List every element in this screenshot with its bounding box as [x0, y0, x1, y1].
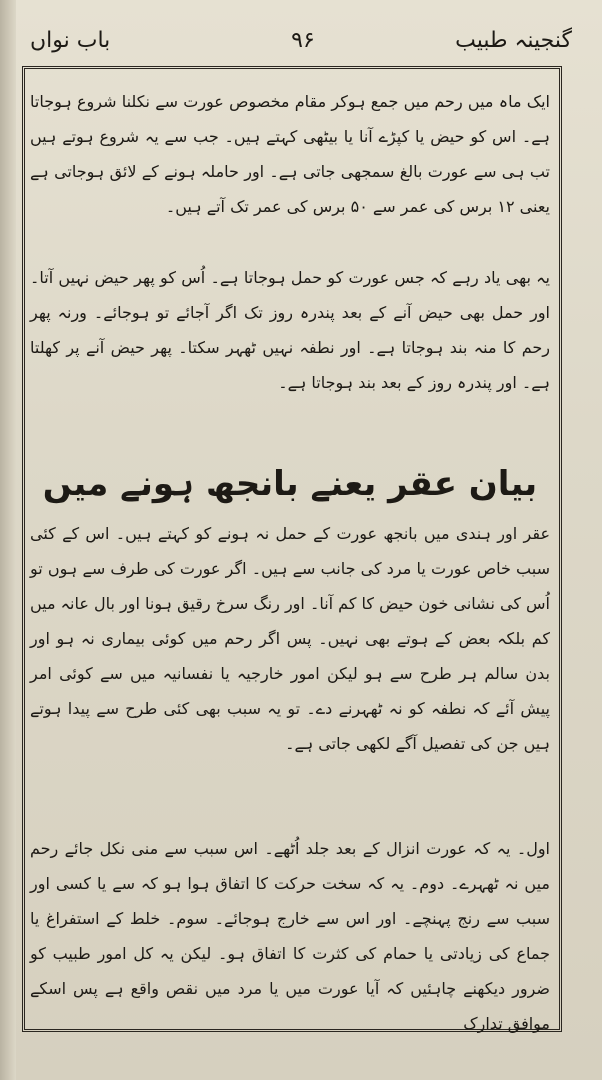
- book-spine: [0, 0, 16, 1080]
- paragraph-listed-causes: اول۔ یہ کہ عورت انزال کے بعد جلد اُٹھے۔ اس سبب سے منی نکل جائے رحم میں نہ ٹھہرے۔ دوم۔ یہ کہ سخت حرکت کا اتفاق ہوا ہو کہ سے یا کسی اور سبب سے رنج پہنچے۔ اور اس سے خارج ہوجائے۔ سوم۔ خلط کے استفراغ یا جماع کی زیادتی یا حمام کی کثرت کا اتفاق ہو۔ لیکن یہ کل امور طبیب کو ضرور دیکھنے چاہئیں کہ آیا عورت میں یا مرد میں نقص واقع ہے پس اسکے موافق تدارک: [30, 839, 550, 1033]
- page-body: [30, 84, 550, 1033]
- page-header: [20, 28, 586, 64]
- paragraph-pregnancy-note: یہ بھی یاد رہے کہ جس عورت کو حمل ہوجاتا ہے۔ اُس کو پھر حیض نہیں آتا۔ اور حمل بھی حیض آنے کے بعد پندرہ روز تک اگر آجائے تو ہوجائے۔ ورنہ پھر رحم کا منہ بند ہوجاتا ہے۔ اور نطفہ نہیں ٹھہر سکتا۔ پھر حیض آنے پر کھلتا ہے۔ اور پندرہ روز کے بعد بند ہوجاتا ہے۔: [30, 268, 550, 392]
- paragraph-menstruation: ایک ماہ میں رحم میں جمع ہوکر مقام مخصوص عورت سے نکلنا شروع ہوجاتا ہے۔ اس کو حیض یا کپڑے آنا یا بیٹھی کہتے ہیں۔ جب سے یہ شروع ہوتے ہیں تب ہی سے عورت بالغ سمجھی جاتی ہے۔ اور حاملہ ہونے کے لائق ہوجاتی ہے یعنی ۱۲ برس کی عمر سے ۵۰ برس کی عمر تک آتے ہیں۔: [30, 92, 550, 216]
- page-number: ۹۶: [291, 28, 315, 53]
- book-title: گنجینہ طبیب: [455, 28, 572, 53]
- chapter-title: باب نواں: [30, 28, 111, 53]
- paragraph-infertility-causes: عقر اور ہندی میں بانجھ عورت کے حمل نہ ہونے کو کہتے ہیں۔ اس کے کئی سبب خاص عورت یا مرد کی جانب سے ہیں۔ اگر عورت کی طرف سے ہوں تو اُس کی نشانی خون حیض کا کم آنا۔ اور رنگ سرخ رقیق ہونا اور بال عانہ میں کم بلکہ بعض کے ہوتے بھی نہیں۔ پس اگر رحم میں کوئی بیماری نہ ہو اور بدن سالم ہر طرح سے ہو لیکن امور خارجیہ یا نفسانیہ میں سے کوئی امر پیش آئے کہ نطفہ کو نہ ٹھہرنے دے۔ تو یہ سبب بھی کئی طرح سے پیدا ہوتے ہیں جن کی تفصیل آگے لکھی جاتی ہے۔: [30, 524, 550, 753]
- section-heading: بیان عقر یعنے بانجھ ہونے میں: [42, 464, 538, 504]
